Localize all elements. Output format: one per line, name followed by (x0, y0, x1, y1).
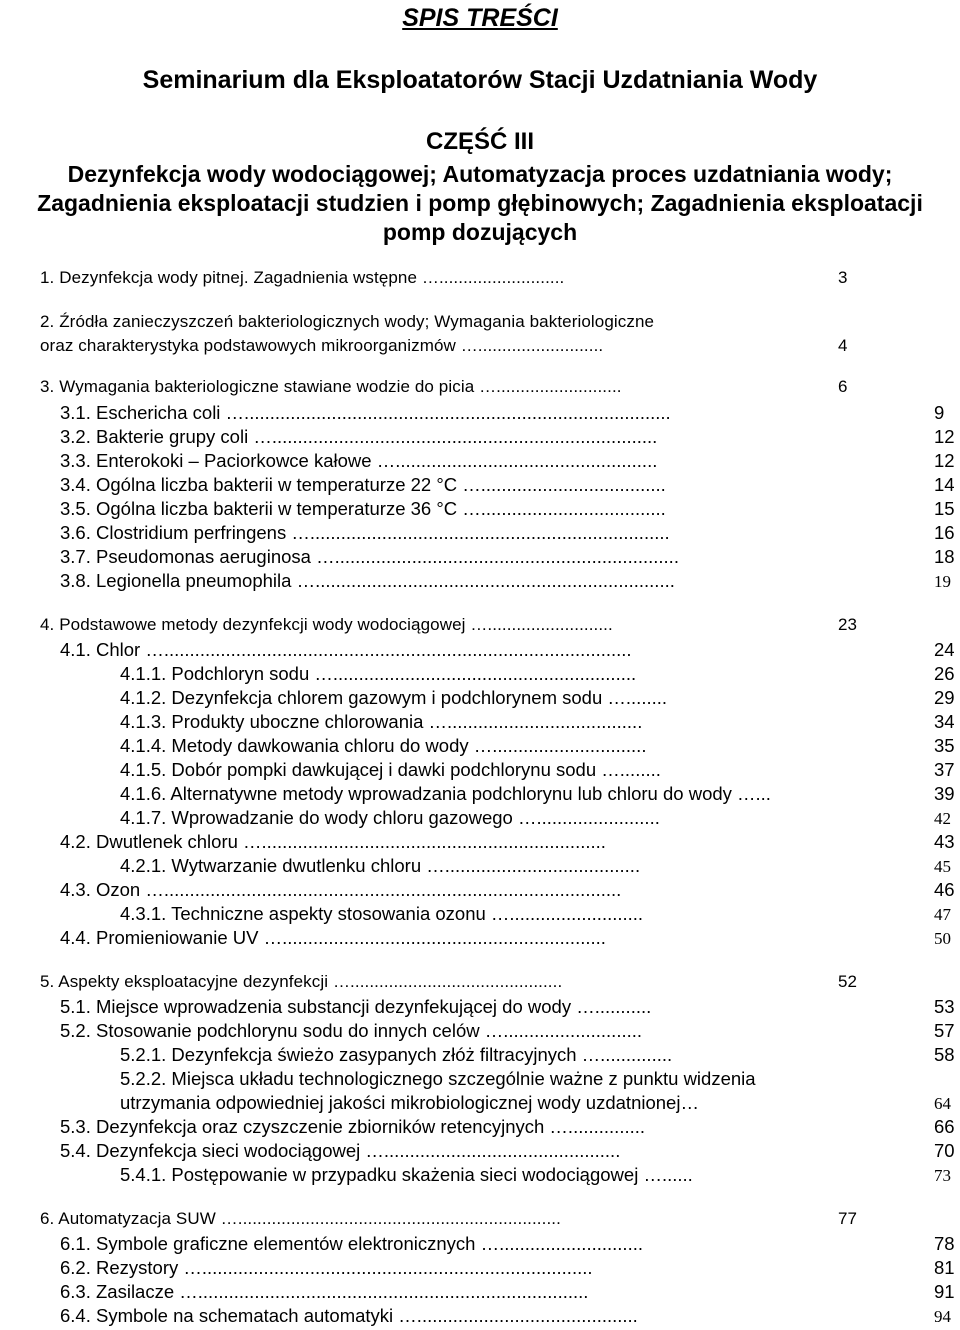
toc-entry-page: 57 (934, 1020, 955, 1041)
toc-entry-page: 50 (934, 929, 951, 948)
toc-entry (60, 474, 955, 498)
toc-entry-label: 4.1.4. Metody dawkowania chloru do wody ….............................. (120, 735, 647, 756)
toc-entry-label: 3.4. Ogólna liczba bakterii w temperaturze 22 °C ….................................... (60, 474, 666, 495)
toc-entry-label: 4.3. Ozon …......................................................................................... (60, 879, 622, 900)
document-subtitle: Seminarium dla Eksploatatorów Stacji Uzdatniania Wody (142, 66, 818, 94)
toc-entry-page: 77 (838, 1209, 858, 1228)
toc-entry-label: 5.2. Stosowanie podchlorynu sodu do innych celów …........................... (60, 1020, 643, 1041)
part-title-line: pomp dozujących (382, 219, 578, 245)
toc-entry-page: 3 (838, 268, 848, 287)
toc-entry (60, 1257, 955, 1281)
toc-entry (60, 1305, 950, 1329)
toc-entry-label: 5. Aspekty eksploatacyjne dezynfekcji …............................................ (40, 972, 563, 991)
toc-entry-label: 3.7. Pseudomonas aeruginosa …................................................................... (60, 546, 679, 567)
toc-entry (60, 927, 950, 951)
toc-entry-page: 81 (934, 1257, 955, 1278)
toc-entry-label: 3.3. Enterokoki – Paciorkowce kałowe …................................................... (60, 450, 658, 471)
toc-entry-page: 15 (934, 498, 955, 519)
toc-entry-page: 23 (838, 615, 858, 634)
toc-entry-page: 9 (934, 402, 945, 423)
toc-entry-label: 3.1. Eschericha coli …................................................................................... (60, 402, 671, 423)
toc-entry-label: 5.4. Dezynfekcja sieci wodociągowej ….............................................. (60, 1140, 621, 1161)
part-label: CZĘŚĆ III (425, 128, 534, 155)
toc-entry (60, 426, 955, 450)
toc-entry-page: 14 (934, 474, 955, 495)
toc-entry (120, 1164, 950, 1188)
toc-entry-label: oraz charakterystyka podstawowych mikroorganizmów ….......................... (40, 336, 604, 355)
toc-entry (40, 615, 950, 639)
toc-entry (120, 735, 955, 759)
toc-entry-label: 4.1.7. Wprowadzanie do wody chloru gazowego …........................ (120, 807, 660, 828)
toc-entry (120, 1068, 950, 1092)
toc-entry-page: 46 (934, 879, 955, 900)
toc-entry (60, 1233, 955, 1257)
toc-entry (120, 855, 950, 879)
toc-entry-page: 58 (934, 1044, 955, 1065)
toc-entry-label: 4.1.3. Produkty uboczne chlorowania …...................................... (120, 711, 643, 732)
toc-entry-page: 94 (934, 1307, 951, 1326)
toc-entry-label: 5.2.2. Miejsca układu technologicznego szczególnie ważne z punktu widzenia (120, 1068, 756, 1089)
toc-entry-page: 64 (934, 1094, 951, 1113)
toc-entry-page: 34 (934, 711, 955, 732)
toc-entry-page: 39 (934, 783, 955, 804)
toc-entry-label: 3. Wymagania bakteriologiczne stawiane wodzie do picia ….......................... (40, 377, 622, 396)
toc-entry-label: 3.5. Ogólna liczba bakterii w temperaturze 36 °C ….................................... (60, 498, 666, 519)
toc-entry-label: utrzymania odpowiedniej jakości mikrobiologicznej wody uzdatnionej… (120, 1092, 699, 1113)
toc-entry (60, 570, 950, 594)
toc-entry (40, 312, 950, 336)
toc-entry (60, 1281, 955, 1305)
toc-entry (60, 831, 955, 855)
part-title-line: Dezynfekcja wody wodociągowej; Automatyzacja proces uzdatniania wody; (67, 161, 893, 187)
toc-entry-label: 4.1.6. Alternatywne metody wprowadzania podchlorynu lub chloru do wody …... (120, 783, 771, 804)
toc-entry-label: 4.1.5. Dobór pompki dawkującej i dawki podchlorynu sodu …........ (120, 759, 661, 780)
toc-entry-label: 3.6. Clostridium perfringens …...................................................................... (60, 522, 670, 543)
toc-entry (120, 807, 950, 831)
toc-entry (60, 450, 955, 474)
toc-entry-label: 5.1. Miejsce wprowadzenia substancji dezynfekującej do wody …........... (60, 996, 652, 1017)
toc-entry-page: 18 (934, 546, 955, 567)
toc-entry (60, 402, 950, 426)
toc-entry (60, 1140, 955, 1164)
toc-entry (120, 903, 950, 927)
toc-entry-label: 4.3.1. Techniczne aspekty stosowania ozonu ….......................... (120, 903, 644, 924)
toc-entry-label: 6.4. Symbole na schematach automatyki …........................................... (60, 1305, 638, 1326)
toc-entry (40, 336, 950, 360)
toc-entry-label: 4.1.1. Podchloryn sodu …........................................................... (120, 663, 637, 684)
toc-entry-label: 4.4. Promieniowanie UV …............................................................... (60, 927, 606, 948)
toc-entry (120, 759, 955, 783)
toc-entry-page: 16 (934, 522, 955, 543)
toc-entry (120, 1044, 955, 1068)
toc-entry-page: 70 (934, 1140, 955, 1161)
toc-entry-page: 4 (838, 336, 848, 355)
toc-entry-page: 19 (934, 572, 951, 591)
toc-entry-label: 6.1. Symbole graficzne elementów elektronicznych …............................ (60, 1233, 643, 1254)
toc-entry-label: 6. Automatyzacja SUW …................................................................... (40, 1209, 561, 1228)
toc-entry (60, 1116, 955, 1140)
toc-entry (120, 711, 955, 735)
toc-entry-label: 5.3. Dezynfekcja oraz czyszczenie zbiorników retencyjnych …............... (60, 1116, 646, 1137)
toc-entry (40, 377, 950, 401)
toc-entry-label: 3.2. Bakterie grupy coli …........................................................................... (60, 426, 658, 447)
toc-entry (60, 1020, 955, 1044)
document-title-text: SPIS TREŚCI (402, 4, 558, 32)
toc-entry-label: 5.2.1. Dezynfekcja świeżo zasypanych złóż filtracyjnych ….............. (120, 1044, 673, 1065)
toc-entry-page: 35 (934, 735, 955, 756)
toc-entry-label: 3.8. Legionella pneumophila …...................................................................... (60, 570, 675, 591)
toc-entry (120, 1092, 950, 1116)
toc-entry (60, 546, 955, 570)
toc-entry-page: 73 (934, 1166, 951, 1185)
toc-entry (40, 972, 950, 996)
toc-entry-page: 52 (838, 972, 858, 991)
toc-entry (120, 687, 955, 711)
toc-entry-label: 6.2. Rezystory …............................................................................ (60, 1257, 593, 1278)
toc-entry-page: 66 (934, 1116, 955, 1137)
toc-entry-page: 42 (934, 809, 951, 828)
toc-entry-label: 2. Źródła zanieczyszczeń bakteriologicznych wody; Wymagania bakteriologiczne (40, 312, 655, 331)
toc-entry-page: 24 (934, 639, 955, 660)
toc-entry-page: 43 (934, 831, 955, 852)
toc-entry (120, 663, 955, 687)
toc-entry-page: 47 (934, 905, 951, 924)
toc-entry-page: 6 (838, 377, 848, 396)
toc-entry-label: 6.3. Zasilacze …............................................................................ (60, 1281, 589, 1302)
toc-entry (120, 783, 955, 807)
toc-entry (60, 639, 955, 663)
toc-entry-page: 45 (934, 857, 951, 876)
toc-entry-page: 37 (934, 759, 955, 780)
toc-entry-page: 12 (934, 426, 955, 447)
toc-entry-page: 26 (934, 663, 955, 684)
toc-entry-label: 4. Podstawowe metody dezynfekcji wody wodociągowej ….......................... (40, 615, 613, 634)
toc-entry (60, 879, 955, 903)
toc-entry-page: 12 (934, 450, 955, 471)
toc-entry-label: 1. Dezynfekcja wody pitnej. Zagadnienia wstępne ….......................... (40, 268, 565, 287)
toc-entry (40, 1209, 950, 1233)
toc-entry-label: 4.1. Chlor …........................................................................................... (60, 639, 632, 660)
toc-entry (60, 522, 955, 546)
toc-entry-page: 29 (934, 687, 955, 708)
document-title (0, 4, 960, 33)
toc-entry (60, 996, 955, 1020)
toc-entry (60, 498, 955, 522)
part-title-line: Zagadnienia eksploatacji studzien i pomp głębinowych; Zagadnienia eksploatacji (37, 190, 923, 216)
toc-entry-label: 4.2. Dwutlenek chloru …................................................................... (60, 831, 606, 852)
toc-entry-page: 91 (934, 1281, 955, 1302)
toc-entry (40, 268, 950, 292)
toc-entry-label: 4.2.1. Wytwarzanie dwutlenku chloru …...................................... (120, 855, 641, 876)
toc-entry-label: 5.4.1. Postępowanie w przypadku skażenia sieci wodociągowej …...... (120, 1164, 693, 1185)
toc-entry-page: 78 (934, 1233, 955, 1254)
toc-entry-page: 53 (934, 996, 955, 1017)
toc-entry-label: 4.1.2. Dezynfekcja chlorem gazowym i podchlorynem sodu …........ (120, 687, 668, 708)
